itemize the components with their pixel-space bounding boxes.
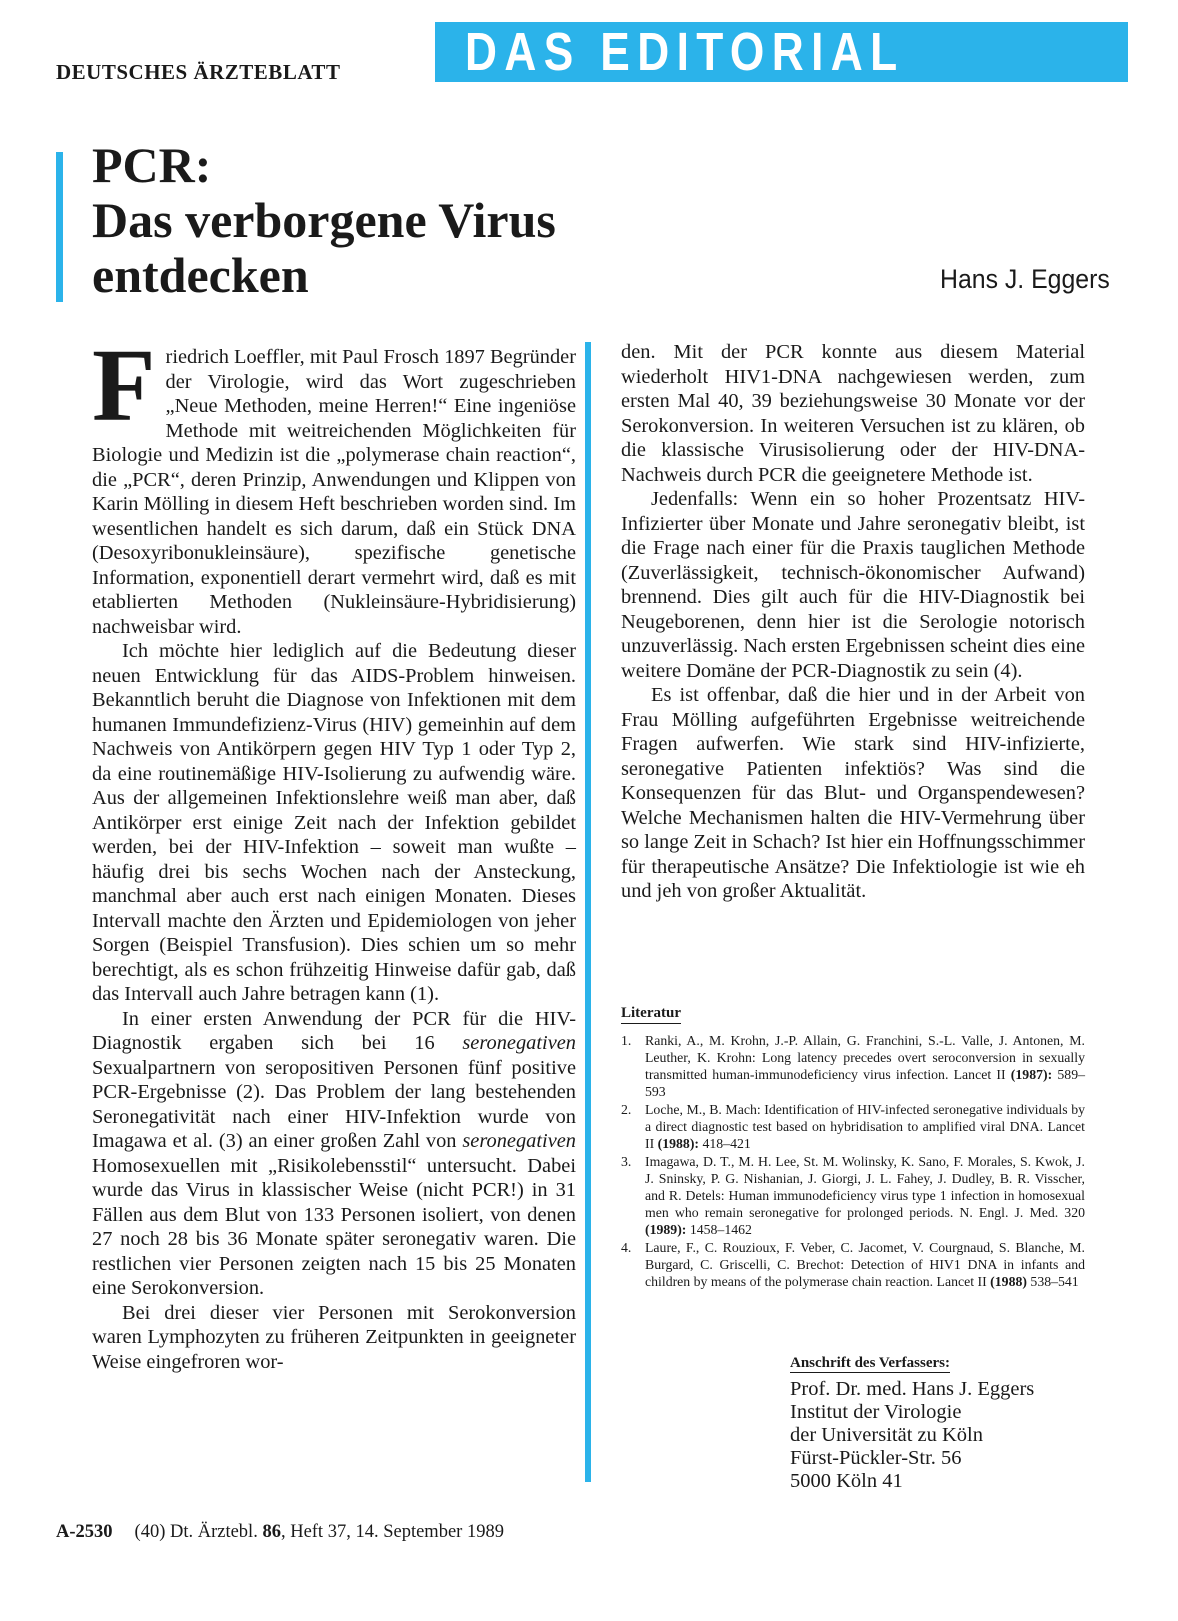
drop-cap: F [92,328,156,443]
reference-year: (1988): [657,1136,700,1151]
reference-pages: 538–541 [1026,1274,1079,1289]
address-line: Institut der Virologie [790,1401,962,1423]
title-line: PCR: [92,137,212,193]
paragraph-2: Ich möchte hier lediglich auf die Bedeutung dieser neuen Entwicklung für das AIDS-Problem hinweisen. Bekanntlich beruht die Diagnose von Infektionen mit dem humanen Immundefizienz-Virus (HIV) gemeinhin auf dem Nachweis von Antikörpern gegen HIV Typ 1 oder Typ 2, da eine routinemäßige HIV-Isolierung zu aufwendig wäre. Aus der allgemeinen Infektionslehre weiß man aber, daß Antikörper erst einige Zeit nach der Infektion gebildet werden, bei der HIV-Infektion – soweit man wußte – häufig drei bis sechs Wochen nach der Ansteckung, manchmal aber auch erst nach einigen Monaten. Dieses Intervall machte den Ärzten und Epidemiologen von jeher Sorgen (Beispiel Transfusion). Dies schien um so mehr berechtigt, als es schon frühzeitig Hinweise dafür gab, daß das Intervall auch Jahre betragen kann (1). [92,640,576,1005]
column-accent-bar [585,342,591,1482]
reference-text: Imagawa, D. T., M. H. Lee, St. M. Wolinsky, K. Sano, F. Morales, S. Kwok, J. J. Sninsky, P. G. Nishanian, J. Giorgi, J. L. Fahey, J. Dudley, B. R. Visscher, and R. Detels: Human immunodeficiency virus type 1 infection in homosexual men who remain seronegative for prolonged periods. N. Engl. J. Med. 320 [645,1154,1085,1220]
reference-number: 1. [621,1033,632,1048]
reference-item [621,1153,1085,1238]
reference-year: (1989): [645,1222,687,1237]
reference-pages: 589–593 [645,1067,1086,1099]
journal-name: DEUTSCHES ÄRZTEBLATT [56,60,341,84]
paragraph-3-text: In einer ersten Anwendung der PCR für die HIV-Diagnostik ergaben sich bei 16 [92,1007,576,1054]
paragraph-3-text: Homosexuellen mit „Risikolebensstil“ untersucht. Dabei wurde das Virus in klassischer Weise (nicht PCR!) in 31 Fällen aus dem Blut von 133 Personen isoliert, von denen 27 noch 28 bis 36 Monate später seronegativ waren. Die restlichen vier Personen zeigten nach 15 bis 25 Monaten eine Serokonversion. [92,1154,576,1299]
reference-year: (1988) [990,1274,1027,1289]
reference-text: Laure, F., C. Rouzioux, F. Veber, C. Jacomet, V. Courgnaud, S. Blanche, M. Burgard, C. Griscelli, C. Brechot: Detection of HIV1 DNA in infants and children by means of the polymerase chain reaction. Lancet II [645,1240,1085,1289]
paragraph-1-text: riedrich Loeffler, mit Paul Frosch 1897 Begründer der Virologie, wird das Wort zugeschrieben „Neue Methoden, meine Herren!“ Eine ingeniöse Methode mit weitreichenden Möglichkeiten für Biologie und Medizin ist die „polymerase chain reaction“, die „PCR“, deren Prinzip, Anwendungen und Klippen von Karin Mölling in diesem Heft beschrieben worden sind. Im wesentlichen handelt es sich darum, daß ein Stück DNA (Desoxyribonukleinsäure), spezifische genetische Information, exponentiell derart vermehrt wird, daß es mit etablierten Methoden (Nukleinsäure-Hybridisierung) nachweisbar wird. [92,346,577,638]
paragraph-4-end: den. Mit der PCR konnte aus diesem Material wiederholt HIV1-DNA nachgewiesen werden, zum ersten Mal 40, 39 beziehungsweise 30 Monate vor der Serokonversion. In weiteren Versuchen ist zu klären, ob die klassische Virusisolierung oder der HIV-DNA-Nachweis durch PCR die geeignetere Methode ist. [621,341,1085,486]
author-address [790,1378,1034,1493]
paragraph-3-text: Sexualpartnern von seropositiven Personen fünf positive PCR-Ergebnisse (2). Das Problem der lang bestehenden Seronegativität nach einer HIV-Infektion wurde von Imagawa et al. (3) an einer großen Zahl von [92,1056,576,1152]
address-line: 5000 Köln 41 [790,1470,903,1492]
paragraph-1 [92,328,577,639]
paragraph-6: Es ist offenbar, daß die hier und in der Arbeit von Frau Mölling aufgeführten Ergebnisse weitreichende Fragen aufwerfen. Wie stark sind HIV-infizierte, seronegative Patienten infektiös? Was sind die Konsequenzen für das Blut- und Organspendewesen? Welche Mechanismen halten die HIV-Vermehrung über so lange Zeit in Schach? Ist hier ein Hoffnungsschimmer für therapeutische Ansätze? Die Infektiologie ist wie eh und jeh von großer Aktualität. [621,684,1085,902]
address-heading: Anschrift des Verfassers: [790,1355,950,1371]
reference-item [621,1032,1085,1100]
footer-volume: 86 [262,1522,281,1542]
reference-number: 2. [621,1102,632,1117]
title-line: entdecken [92,247,309,303]
title-line: Das verborgene Virus [92,192,556,248]
right-column [621,340,1085,904]
paragraph-3 [92,1007,576,1301]
reference-pages: 1458–1462 [686,1222,752,1237]
left-column [92,328,577,1374]
paragraph-4-start: Bei drei dieser vier Personen mit Serokonversion waren Lymphozyten zu früheren Zeitpunkten in geeigneter Weise eingefroren wor- [92,1301,576,1373]
paragraph-5: Jedenfalls: Wenn ein so hoher Prozentsatz HIV-Infizierter über Monate und Jahre seronegativ bleibt, ist die Frage nach einer für die Praxis tauglichen Methode (Zuverlässigkeit, technisch-ökonomischer Aufwand) brennend. Dies gilt auch für die HIV-Diagnostik bei Neugeborenen, denn hier ist die Serologie notorisch unzuverlässig. Nach ersten Ergebnissen scheint dies eine weitere Domäne der PCR-Diagnostik zu sein (4). [621,488,1085,682]
editorial-banner [435,22,1128,82]
reference-list [621,1032,1085,1291]
address-line: Fürst-Pückler-Str. 56 [790,1447,962,1469]
reference-year: (1987): [1010,1067,1053,1082]
page-number: A-2530 [56,1522,113,1542]
reference-text: Loche, M., B. Mach: Identification of HIV-infected seronegative individuals by a direct diagnostic test based on hybridisation to amplified viral DNA. Lancet II [645,1102,1085,1151]
italic-term: seronegativen [462,1130,576,1152]
reference-item [621,1101,1085,1152]
footer-issue: , Heft 37, 14. September 1989 [280,1522,504,1542]
reference-number: 3. [621,1154,632,1169]
page-footer [56,1522,504,1543]
title-accent-bar [56,152,63,302]
address-line: der Universität zu Köln [790,1424,983,1446]
reference-number: 4. [621,1240,632,1255]
reference-pages: 418–421 [699,1136,751,1151]
address-line: Prof. Dr. med. Hans J. Eggers [790,1378,1035,1400]
footer-citation: (40) Dt. Ärztebl. [134,1522,263,1542]
reference-item [621,1239,1085,1290]
banner-label: DAS EDITORIAL [465,22,905,82]
reference-text: Ranki, A., M. Krohn, J.-P. Allain, G. Franchini, S.-L. Valle, J. Antonen, M. Leuther, K. Krohn: Long latency precedes overt seroconversion in sexually transmitted human-immunodeficiency virus infection. Lancet II [645,1033,1085,1082]
italic-term: seronegativen [462,1032,576,1054]
article-title [92,138,556,303]
article-author: Hans J. Eggers [940,264,1110,294]
literature-heading: Literatur [621,1005,681,1024]
